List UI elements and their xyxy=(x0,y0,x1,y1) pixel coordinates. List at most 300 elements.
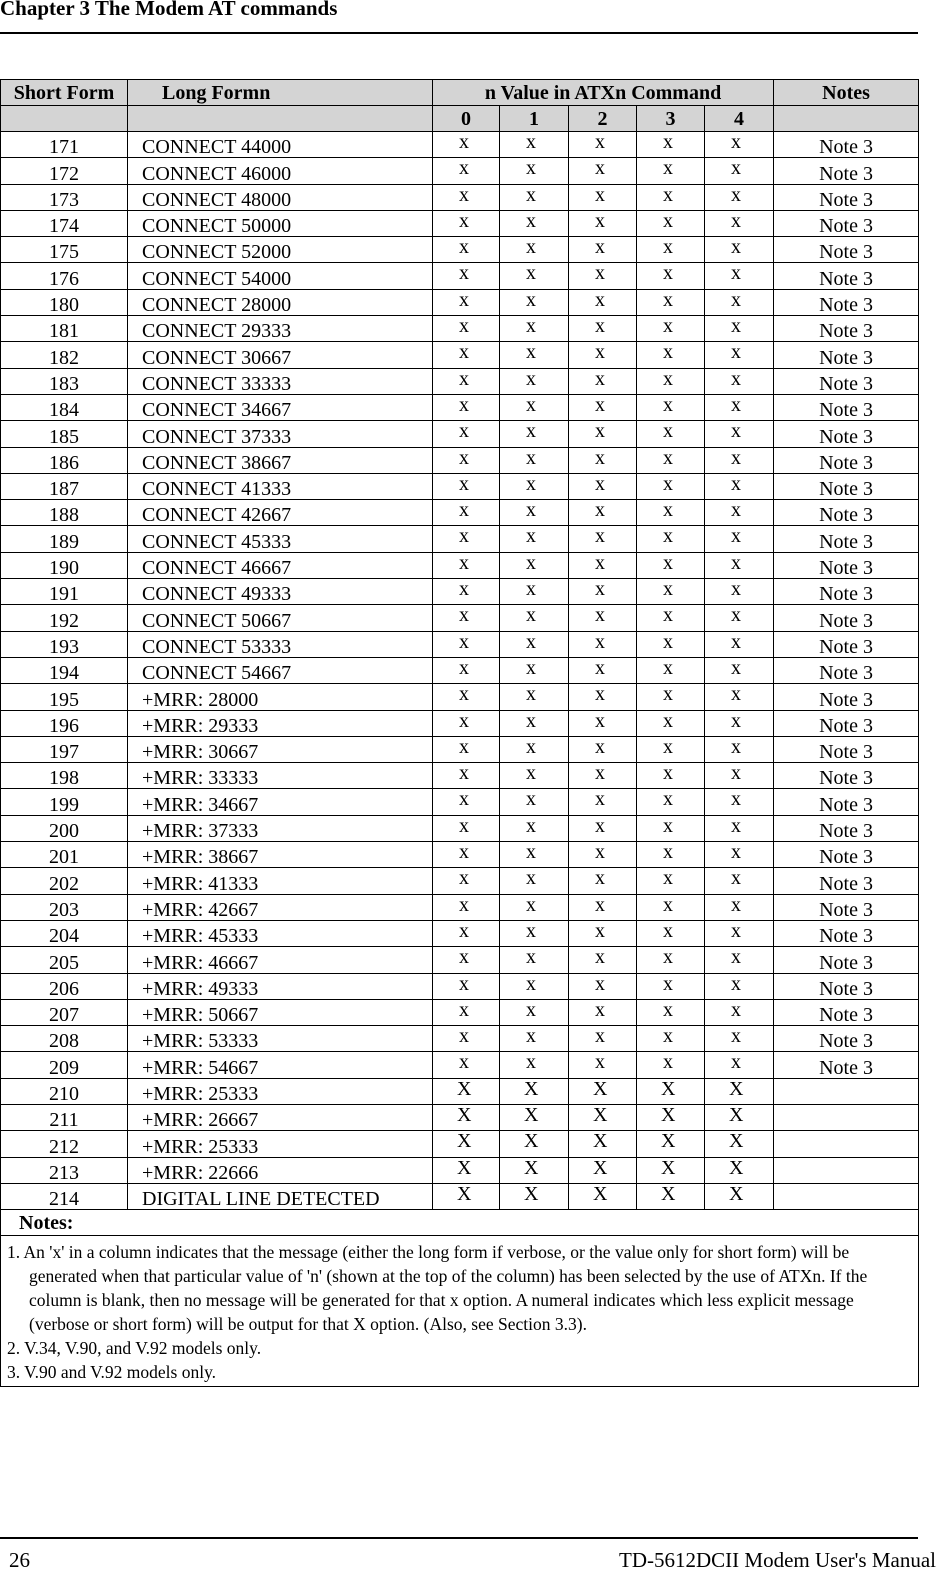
mark-cell: x xyxy=(705,789,774,815)
note-cell: Note 3 xyxy=(774,605,919,631)
short-form-cell: 198 xyxy=(1,763,128,789)
long-form-cell: +MRR: 46667 xyxy=(128,947,433,973)
table-row xyxy=(1,210,919,236)
mark-cell: X xyxy=(433,1131,500,1157)
table-row xyxy=(1,526,919,552)
mark-cell: x xyxy=(705,210,774,236)
long-form-cell: +MRR: 29333 xyxy=(128,710,433,736)
table-row xyxy=(1,1078,919,1104)
note-cell: Note 3 xyxy=(774,421,919,447)
mark-cell: x xyxy=(433,657,500,683)
blank-header-cell xyxy=(1,106,128,132)
blank-header-cell xyxy=(774,106,919,132)
result-codes-table xyxy=(0,79,919,1387)
mark-cell: x xyxy=(705,132,774,158)
mark-cell: x xyxy=(433,815,500,841)
long-form-cell: CONNECT 53333 xyxy=(128,631,433,657)
mark-cell: x xyxy=(500,631,569,657)
mark-cell: x xyxy=(433,973,500,999)
mark-cell: x xyxy=(500,289,569,315)
mark-cell: x xyxy=(569,552,637,578)
mark-cell: x xyxy=(500,973,569,999)
mark-cell: x xyxy=(705,473,774,499)
table-row xyxy=(1,184,919,210)
mark-cell: x xyxy=(637,1052,705,1078)
mark-cell: x xyxy=(705,579,774,605)
mark-cell: x xyxy=(637,289,705,315)
mark-cell: x xyxy=(500,132,569,158)
short-form-cell: 205 xyxy=(1,947,128,973)
mark-cell: x xyxy=(433,210,500,236)
note-cell: Note 3 xyxy=(774,710,919,736)
short-form-cell: 174 xyxy=(1,210,128,236)
mark-cell: x xyxy=(500,789,569,815)
mark-cell: X xyxy=(637,1104,705,1130)
note-cell: Note 3 xyxy=(774,473,919,499)
short-form-cell: 180 xyxy=(1,289,128,315)
table-row xyxy=(1,736,919,762)
mark-cell: x xyxy=(569,447,637,473)
notes-title: Notes: xyxy=(1,1210,919,1236)
long-form-cell: +MRR: 26667 xyxy=(128,1104,433,1130)
mark-cell: x xyxy=(433,868,500,894)
note-cell xyxy=(774,1078,919,1104)
mark-cell: x xyxy=(637,1026,705,1052)
mark-cell: x xyxy=(637,631,705,657)
table-row xyxy=(1,132,919,158)
mark-cell: x xyxy=(433,999,500,1025)
note-cell: Note 3 xyxy=(774,657,919,683)
mark-cell: x xyxy=(500,605,569,631)
note-cell: Note 3 xyxy=(774,289,919,315)
mark-cell: x xyxy=(569,132,637,158)
long-form-cell: CONNECT 48000 xyxy=(128,184,433,210)
mark-cell: x xyxy=(705,842,774,868)
table-row xyxy=(1,631,919,657)
long-form-cell: CONNECT 54667 xyxy=(128,657,433,683)
short-form-cell: 213 xyxy=(1,1157,128,1183)
note-cell xyxy=(774,1183,919,1209)
mark-cell: x xyxy=(569,316,637,342)
mark-cell: x xyxy=(705,421,774,447)
short-form-cell: 183 xyxy=(1,368,128,394)
note-cell xyxy=(774,1157,919,1183)
note-item: 2. V.34, V.90, and V.92 models only. xyxy=(7,1338,262,1359)
table-row xyxy=(1,842,919,868)
mark-cell: x xyxy=(569,947,637,973)
mark-cell: x xyxy=(637,842,705,868)
mark-cell: x xyxy=(569,868,637,894)
mark-cell: X xyxy=(569,1131,637,1157)
mark-cell: X xyxy=(500,1157,569,1183)
table-row xyxy=(1,316,919,342)
mark-cell: x xyxy=(705,631,774,657)
mark-cell: x xyxy=(569,237,637,263)
mark-cell: x xyxy=(500,815,569,841)
long-form-cell: CONNECT 28000 xyxy=(128,289,433,315)
mark-cell: X xyxy=(433,1104,500,1130)
mark-cell: x xyxy=(433,605,500,631)
mark-cell: x xyxy=(433,631,500,657)
mark-cell: X xyxy=(500,1131,569,1157)
long-form-cell: +MRR: 49333 xyxy=(128,973,433,999)
long-form-cell: CONNECT 49333 xyxy=(128,579,433,605)
mark-cell: x xyxy=(500,842,569,868)
note-cell: Note 3 xyxy=(774,999,919,1025)
table-row xyxy=(1,500,919,526)
note-cell: Note 3 xyxy=(774,526,919,552)
mark-cell: x xyxy=(705,447,774,473)
long-form-cell: CONNECT 46000 xyxy=(128,158,433,184)
note-cell: Note 3 xyxy=(774,552,919,578)
n-value-header: n Value in ATXn Command xyxy=(433,80,774,106)
mark-cell: x xyxy=(637,263,705,289)
long-form-cell: CONNECT 30667 xyxy=(128,342,433,368)
note-cell: Note 3 xyxy=(774,631,919,657)
mark-cell: x xyxy=(569,473,637,499)
short-form-cell: 182 xyxy=(1,342,128,368)
mark-cell: x xyxy=(433,342,500,368)
note-cell: Note 3 xyxy=(774,815,919,841)
mark-cell: x xyxy=(637,447,705,473)
mark-cell: x xyxy=(433,789,500,815)
mark-cell: x xyxy=(500,894,569,920)
page-header xyxy=(0,0,918,34)
long-form-cell: CONNECT 34667 xyxy=(128,394,433,420)
short-form-cell: 196 xyxy=(1,710,128,736)
notes-body-row xyxy=(1,1236,919,1387)
mark-cell: x xyxy=(500,210,569,236)
mark-cell: x xyxy=(569,973,637,999)
long-form-cell: +MRR: 41333 xyxy=(128,868,433,894)
mark-cell: x xyxy=(637,421,705,447)
mark-cell: x xyxy=(705,289,774,315)
manual-title: TD-5612DCII Modem User's Manual xyxy=(619,1548,936,1572)
mark-cell: x xyxy=(637,894,705,920)
mark-cell: x xyxy=(569,842,637,868)
mark-cell: x xyxy=(637,684,705,710)
mark-cell: X xyxy=(569,1157,637,1183)
table-row xyxy=(1,342,919,368)
page-number: 26 xyxy=(9,1548,30,1572)
mark-cell: x xyxy=(637,605,705,631)
mark-cell: x xyxy=(569,526,637,552)
mark-cell: X xyxy=(433,1183,500,1209)
note-cell: Note 3 xyxy=(774,394,919,420)
mark-cell: x xyxy=(637,132,705,158)
short-form-cell: 192 xyxy=(1,605,128,631)
long-form-cell: CONNECT 41333 xyxy=(128,473,433,499)
mark-cell: X xyxy=(637,1157,705,1183)
mark-cell: x xyxy=(705,710,774,736)
mark-cell: x xyxy=(569,368,637,394)
mark-cell: X xyxy=(637,1183,705,1209)
long-form-cell: CONNECT 38667 xyxy=(128,447,433,473)
note-cell: Note 3 xyxy=(774,920,919,946)
short-form-cell: 202 xyxy=(1,868,128,894)
mark-cell: x xyxy=(705,316,774,342)
mark-cell: x xyxy=(569,579,637,605)
mark-cell: x xyxy=(500,447,569,473)
mark-cell: x xyxy=(433,1052,500,1078)
note-cell: Note 3 xyxy=(774,973,919,999)
mark-cell: x xyxy=(569,1026,637,1052)
mark-cell: x xyxy=(705,368,774,394)
mark-cell: x xyxy=(637,526,705,552)
note-cell: Note 3 xyxy=(774,789,919,815)
table-row xyxy=(1,605,919,631)
long-form-cell: +MRR: 45333 xyxy=(128,920,433,946)
mark-cell: x xyxy=(705,684,774,710)
mark-cell: x xyxy=(569,684,637,710)
note-cell: Note 3 xyxy=(774,500,919,526)
short-form-cell: 186 xyxy=(1,447,128,473)
short-form-cell: 188 xyxy=(1,500,128,526)
short-form-cell: 195 xyxy=(1,684,128,710)
mark-cell: X xyxy=(569,1104,637,1130)
note-cell: Note 3 xyxy=(774,763,919,789)
mark-cell: x xyxy=(500,526,569,552)
mark-cell: x xyxy=(637,920,705,946)
note-cell: Note 3 xyxy=(774,736,919,762)
short-form-cell: 204 xyxy=(1,920,128,946)
mark-cell: x xyxy=(569,710,637,736)
mark-cell: x xyxy=(569,815,637,841)
mark-cell: x xyxy=(433,237,500,263)
short-form-cell: 199 xyxy=(1,789,128,815)
short-form-cell: 193 xyxy=(1,631,128,657)
mark-cell: x xyxy=(705,552,774,578)
mark-cell: X xyxy=(569,1183,637,1209)
n-column-label: 0 xyxy=(433,106,500,132)
mark-cell: x xyxy=(705,920,774,946)
mark-cell: x xyxy=(569,999,637,1025)
mark-cell: x xyxy=(433,579,500,605)
long-form-cell: CONNECT 54000 xyxy=(128,263,433,289)
long-form-cell: +MRR: 30667 xyxy=(128,736,433,762)
table-row xyxy=(1,657,919,683)
mark-cell: X xyxy=(705,1131,774,1157)
long-form-cell: +MRR: 22666 xyxy=(128,1157,433,1183)
table-row xyxy=(1,1104,919,1130)
mark-cell: X xyxy=(500,1104,569,1130)
mark-cell: x xyxy=(500,920,569,946)
table-row xyxy=(1,710,919,736)
n-columns-row xyxy=(1,106,919,132)
mark-cell: x xyxy=(433,552,500,578)
mark-cell: x xyxy=(569,920,637,946)
note-cell: Note 3 xyxy=(774,1026,919,1052)
note-cell: Note 3 xyxy=(774,684,919,710)
mark-cell: x xyxy=(705,973,774,999)
long-form-cell: CONNECT 46667 xyxy=(128,552,433,578)
mark-cell: x xyxy=(433,184,500,210)
mark-cell: x xyxy=(569,210,637,236)
note-cell: Note 3 xyxy=(774,842,919,868)
notes-body xyxy=(1,1236,919,1387)
short-form-cell: 181 xyxy=(1,316,128,342)
table-row xyxy=(1,1157,919,1183)
mark-cell: x xyxy=(500,763,569,789)
long-form-cell: +MRR: 54667 xyxy=(128,1052,433,1078)
mark-cell: x xyxy=(569,421,637,447)
short-form-cell: 189 xyxy=(1,526,128,552)
mark-cell: x xyxy=(637,657,705,683)
notes-header: Notes xyxy=(774,80,919,106)
long-form-header: Long Formn xyxy=(128,80,433,106)
long-form-cell: CONNECT 29333 xyxy=(128,316,433,342)
mark-cell: x xyxy=(705,657,774,683)
short-form-cell: 184 xyxy=(1,394,128,420)
mark-cell: x xyxy=(433,289,500,315)
table-row xyxy=(1,684,919,710)
mark-cell: x xyxy=(433,526,500,552)
mark-cell: x xyxy=(569,394,637,420)
mark-cell: x xyxy=(433,447,500,473)
long-form-cell: CONNECT 45333 xyxy=(128,526,433,552)
long-form-cell: CONNECT 33333 xyxy=(128,368,433,394)
note-cell xyxy=(774,1104,919,1130)
table-row xyxy=(1,237,919,263)
mark-cell: x xyxy=(433,710,500,736)
mark-cell: x xyxy=(637,973,705,999)
mark-cell: x xyxy=(637,552,705,578)
long-form-cell: +MRR: 28000 xyxy=(128,684,433,710)
long-form-cell: CONNECT 50000 xyxy=(128,210,433,236)
mark-cell: x xyxy=(705,999,774,1025)
mark-cell: x xyxy=(500,868,569,894)
mark-cell: x xyxy=(637,210,705,236)
header-row xyxy=(1,80,919,106)
long-form-cell: +MRR: 53333 xyxy=(128,1026,433,1052)
mark-cell: X xyxy=(705,1104,774,1130)
mark-cell: x xyxy=(569,1052,637,1078)
short-form-cell: 214 xyxy=(1,1183,128,1209)
mark-cell: x xyxy=(500,263,569,289)
long-form-cell: CONNECT 42667 xyxy=(128,500,433,526)
mark-cell: x xyxy=(569,158,637,184)
note-cell: Note 3 xyxy=(774,158,919,184)
mark-cell: x xyxy=(705,605,774,631)
long-form-cell: CONNECT 50667 xyxy=(128,605,433,631)
mark-cell: x xyxy=(500,316,569,342)
short-form-cell: 173 xyxy=(1,184,128,210)
mark-cell: X xyxy=(637,1078,705,1104)
table-row xyxy=(1,947,919,973)
mark-cell: x xyxy=(705,815,774,841)
mark-cell: x xyxy=(433,736,500,762)
mark-cell: x xyxy=(569,342,637,368)
long-form-cell: CONNECT 37333 xyxy=(128,421,433,447)
mark-cell: x xyxy=(637,316,705,342)
mark-cell: X xyxy=(705,1078,774,1104)
mark-cell: x xyxy=(569,289,637,315)
long-form-cell: +MRR: 37333 xyxy=(128,815,433,841)
mark-cell: x xyxy=(433,842,500,868)
mark-cell: x xyxy=(500,1026,569,1052)
short-form-cell: 203 xyxy=(1,894,128,920)
mark-cell: x xyxy=(637,500,705,526)
long-form-cell: +MRR: 38667 xyxy=(128,842,433,868)
mark-cell: x xyxy=(637,736,705,762)
long-form-cell: +MRR: 33333 xyxy=(128,763,433,789)
note-cell: Note 3 xyxy=(774,1052,919,1078)
mark-cell: x xyxy=(500,710,569,736)
mark-cell: x xyxy=(705,394,774,420)
mark-cell: x xyxy=(433,158,500,184)
mark-cell: x xyxy=(500,1052,569,1078)
mark-cell: X xyxy=(637,1131,705,1157)
mark-cell: x xyxy=(569,500,637,526)
mark-cell: x xyxy=(500,552,569,578)
mark-cell: x xyxy=(637,815,705,841)
note-item: 1. An 'x' in a column indicates that the message (either the long form if verbose, or the value only for short form) will be generated when that particular value of 'n' (shown at the top of the column) has been selected by the use of ATXn. If the column is blank, then no message will be generated for that x option. A numeral indicates which less explicit message (verbose or short form) will be output for that X option. (Also, see Section 3.3). xyxy=(7,1242,868,1335)
note-cell: Note 3 xyxy=(774,316,919,342)
mark-cell: x xyxy=(433,1026,500,1052)
table-row xyxy=(1,552,919,578)
note-cell: Note 3 xyxy=(774,868,919,894)
short-form-cell: 212 xyxy=(1,1131,128,1157)
page-footer xyxy=(0,1537,936,1589)
mark-cell: x xyxy=(433,421,500,447)
mark-cell: x xyxy=(569,263,637,289)
mark-cell: x xyxy=(569,763,637,789)
mark-cell: x xyxy=(705,1026,774,1052)
table-row xyxy=(1,473,919,499)
short-form-cell: 207 xyxy=(1,999,128,1025)
notes-title-row xyxy=(1,1210,919,1236)
n-column-label: 3 xyxy=(637,106,705,132)
mark-cell: x xyxy=(433,368,500,394)
mark-cell: x xyxy=(705,158,774,184)
note-cell: Note 3 xyxy=(774,579,919,605)
short-form-cell: 187 xyxy=(1,473,128,499)
long-form-cell: +MRR: 50667 xyxy=(128,999,433,1025)
short-form-cell: 175 xyxy=(1,237,128,263)
table-row xyxy=(1,789,919,815)
mark-cell: x xyxy=(433,947,500,973)
table-row xyxy=(1,973,919,999)
mark-cell: x xyxy=(637,999,705,1025)
note-cell: Note 3 xyxy=(774,132,919,158)
mark-cell: x xyxy=(433,920,500,946)
mark-cell: x xyxy=(500,579,569,605)
table-row xyxy=(1,1183,919,1209)
mark-cell: x xyxy=(433,316,500,342)
long-form-cell: CONNECT 44000 xyxy=(128,132,433,158)
mark-cell: x xyxy=(433,394,500,420)
mark-cell: X xyxy=(705,1183,774,1209)
mark-cell: x xyxy=(433,894,500,920)
table-row xyxy=(1,868,919,894)
mark-cell: x xyxy=(637,868,705,894)
mark-cell: x xyxy=(433,500,500,526)
mark-cell: x xyxy=(569,184,637,210)
mark-cell: X xyxy=(500,1078,569,1104)
table-row xyxy=(1,289,919,315)
short-form-cell: 201 xyxy=(1,842,128,868)
mark-cell: x xyxy=(705,1052,774,1078)
mark-cell: x xyxy=(637,184,705,210)
table-row xyxy=(1,920,919,946)
mark-cell: x xyxy=(500,158,569,184)
mark-cell: X xyxy=(705,1157,774,1183)
chapter-title: Chapter 3 The Modem AT commands xyxy=(0,0,338,20)
mark-cell: x xyxy=(500,394,569,420)
mark-cell: x xyxy=(433,132,500,158)
mark-cell: x xyxy=(637,473,705,499)
mark-cell: x xyxy=(705,763,774,789)
